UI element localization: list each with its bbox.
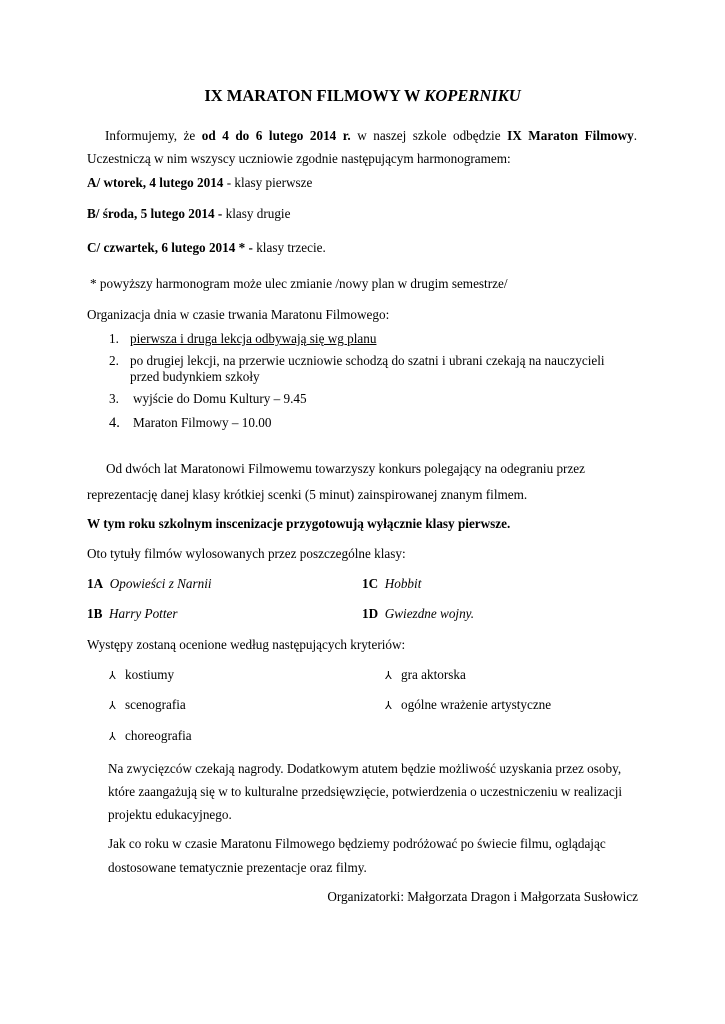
prizes-line-1: Na zwycięzców czekają nagrody. Dodatkowym atutem będzie możliwość uzyskania przez osoby, (108, 761, 622, 776)
film-1d: 1D Gwiezdne wojny. (362, 606, 475, 621)
film-1b: 1B Harry Potter (87, 606, 178, 621)
film-titles-intro: Oto tytuły filmów wylosowanych przez poszczególne klasy: (87, 546, 406, 561)
org-item-3-num: 3. (109, 391, 119, 406)
signature: Organizatorki: Małgorzata Dragon i Małgorzata Susłowicz (327, 889, 638, 904)
contest-line-1: Od dwóch lat Maratonowi Filmowemu towarzyszy konkurs polegający na odegraniu przez (106, 461, 586, 476)
schedule-item-a: A/ wtorek, 4 lutego 2014 - klasy pierwsze (87, 175, 313, 190)
organization-heading: Organizacja dnia w czasie trwania Maratonu Filmowego: (87, 307, 390, 322)
bullet-icon: ⅄ (109, 670, 116, 682)
org-item-2-text-cont: przed budynkiem szkoły (130, 369, 260, 384)
bullet-icon: ⅄ (385, 700, 392, 712)
org-item-4-num: 4. (109, 415, 120, 431)
org-item-3-text: wyjście do Domu Kultury – 9.45 (133, 391, 307, 406)
intro-line-1: Informujemy, że od 4 do 6 lutego 2014 r. w naszej szkole odbędzie IX Maraton Filmowy. (105, 128, 637, 143)
bullet-icon: ⅄ (109, 700, 116, 712)
bullet-icon: ⅄ (109, 731, 116, 743)
org-item-1-text: pierwsza i druga lekcja odbywają się wg planu (130, 331, 377, 346)
criteria-intro: Występy zostaną ocenione według następujących kryteriów: (87, 637, 406, 652)
film-1a: 1A Opowieści z Narnii (87, 576, 212, 591)
org-item-2-text: po drugiej lekcji, na przerwie uczniowie schodzą do szatni i ubrani czekają na nauczycieli (130, 353, 605, 368)
travel-line-2: dostosowane tematycznie prezentacje oraz filmy. (108, 860, 367, 875)
schedule-item-b: B/ środa, 5 lutego 2014 - klasy drugie (87, 206, 291, 221)
travel-line-1: Jak co roku w czasie Maratonu Filmowego będziemy podróżować po świecie filmu, oglądając (108, 836, 606, 851)
org-item-4-text: Maraton Filmowy – 10.00 (133, 415, 272, 430)
criterion-overall: ⅄ ogólne wrażenie artystyczne (385, 697, 552, 712)
prizes-line-2: które zaangażują się w to kulturalne przedsięwzięcie, potwierdzenia o uczestniczeniu w realizacji (108, 784, 623, 799)
bullet-icon: ⅄ (385, 670, 392, 682)
schedule-item-c: C/ czwartek, 6 lutego 2014 * - klasy trzecie. (87, 240, 326, 255)
org-item-2-num: 2. (109, 353, 119, 368)
criterion-scenography: ⅄ scenografia (109, 697, 186, 712)
intro-line-2: Uczestniczą w nim wszyscy uczniowie zgodnie następującym harmonogramem: (87, 151, 511, 166)
document-title: IX MARATON FILMOWY W KOPERNIKU (204, 86, 521, 105)
prizes-line-3: projektu edukacyjnego. (108, 807, 232, 822)
contest-bold-line: W tym roku szkolnym inscenizacje przygotowują wyłącznie klasy pierwsze. (87, 516, 511, 531)
title-italic: KOPERNIKU (424, 86, 521, 105)
film-1c: 1C Hobbit (362, 576, 422, 591)
criterion-choreography: ⅄ choreografia (109, 728, 192, 743)
schedule-note: * powyższy harmonogram może ulec zmianie /nowy plan w drugim semestrze/ (90, 276, 508, 291)
org-item-1-num: 1. (109, 331, 119, 346)
criterion-costumes: ⅄ kostiumy (109, 667, 175, 682)
criterion-acting: ⅄ gra aktorska (385, 667, 466, 682)
contest-line-2: reprezentację danej klasy krótkiej scenki (5 minut) zainspirowanej znanym filmem. (87, 487, 528, 502)
